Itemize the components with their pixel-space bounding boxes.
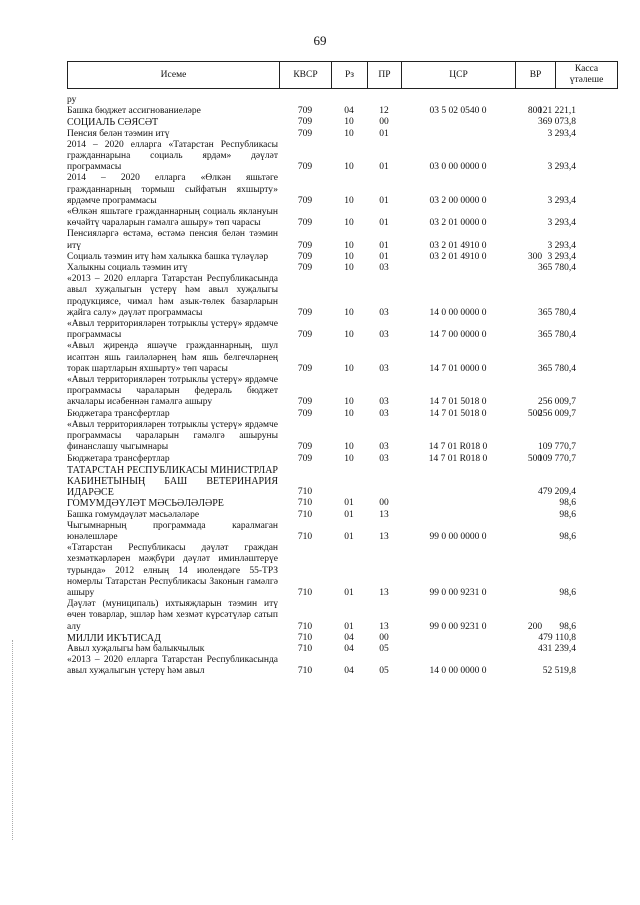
row-vr: 500 xyxy=(527,408,543,419)
row-rz: 10 xyxy=(344,363,354,374)
row-pr: 01 xyxy=(379,128,389,139)
column-header-vr: ВР xyxy=(516,62,556,89)
table-row xyxy=(67,117,576,129)
page-number: 69 xyxy=(313,33,327,48)
row-pr: 03 xyxy=(379,330,389,341)
table-row xyxy=(67,263,576,274)
row-name: Бюджетара трансфертлар xyxy=(67,453,170,464)
table-row xyxy=(67,128,576,140)
row-pr: 13 xyxy=(379,509,389,520)
row-rz: 10 xyxy=(344,307,354,318)
row-kvsr: 709 xyxy=(297,307,313,318)
column-header-kassa xyxy=(556,62,618,89)
row-pr: 01 xyxy=(379,195,389,206)
row-kassa: 98,6 xyxy=(559,587,576,598)
row-pr: 03 xyxy=(379,397,389,408)
row-kvsr: 710 xyxy=(297,498,313,509)
row-kassa: 3 293,4 xyxy=(547,162,576,173)
row-kvsr: 709 xyxy=(297,442,313,453)
row-pr: 13 xyxy=(379,531,389,542)
row-name: Пенсия белән тәэмин итү xyxy=(67,128,170,139)
row-pr: 01 xyxy=(379,240,389,251)
row-csr: 14 0 00 0000 0 xyxy=(429,307,487,318)
table-row xyxy=(67,464,576,499)
row-kassa: 3 293,4 xyxy=(547,128,576,139)
table-header xyxy=(67,61,618,89)
row-pr: 03 xyxy=(379,363,389,374)
row-name: Башка бюджет ассигнованиеләре xyxy=(67,106,201,117)
row-pr: 12 xyxy=(379,106,389,117)
row-pr: 01 xyxy=(379,162,389,173)
row-rz: 01 xyxy=(344,498,354,509)
table-row xyxy=(67,453,576,465)
row-kvsr: 710 xyxy=(297,509,313,520)
row-kvsr: 709 xyxy=(297,251,313,262)
row-kassa: 3 293,4 xyxy=(547,240,576,251)
table-row xyxy=(67,419,576,454)
row-csr: 03 2 00 0000 0 xyxy=(429,195,487,206)
row-pr: 05 xyxy=(379,666,389,677)
row-csr: 99 0 00 9231 0 xyxy=(429,621,487,632)
row-name: Авыл хуҗалыгы һәм балыкчылык xyxy=(67,643,205,654)
table-row xyxy=(67,520,576,543)
row-vr: 500 xyxy=(527,453,543,464)
row-csr: 14 7 01 5018 0 xyxy=(429,397,487,408)
column-header-kassa-line2: үтәлеше xyxy=(569,75,604,85)
row-kvsr: 709 xyxy=(297,195,313,206)
row-name: Бюджетара трансфертлар xyxy=(67,408,170,419)
row-kvsr: 709 xyxy=(297,117,313,128)
row-rz: 10 xyxy=(344,162,354,173)
table-body xyxy=(67,95,576,678)
row-name: 2014 – 2020 елларга «Өлкән яшьтәге гражданнарның тормыш сыйфатын яхшырту» ярдәмче программасы xyxy=(67,173,278,206)
table-row xyxy=(67,498,576,510)
row-name: Башка гомумдәүләт мәсьәләләре xyxy=(67,509,200,520)
row-kassa: 98,6 xyxy=(559,509,576,520)
row-kvsr: 709 xyxy=(297,397,313,408)
row-kassa: 3 293,4 xyxy=(547,195,576,206)
row-name: Социаль тәэмин итү һәм халыкка башка түләүләр xyxy=(67,251,269,262)
row-kvsr: 710 xyxy=(297,531,313,542)
table-row xyxy=(67,251,576,263)
row-kassa: 109 770,7 xyxy=(538,453,576,464)
row-csr: 03 5 02 0540 0 xyxy=(429,106,487,117)
row-csr: 14 0 00 0000 0 xyxy=(429,666,487,677)
row-csr: 14 7 00 0000 0 xyxy=(429,330,487,341)
row-pr: 00 xyxy=(379,117,389,128)
row-name: «Татарстан Республикасы дәүләт граждан хезмәткәрләрен мәҗбүри дәүләт иминләштерүе турында» 2012 елның 14 июлендәге 55-ТРЗ номерлы Татарстан Республикасы Законын гамәлгә ашыру xyxy=(67,543,278,598)
table-row xyxy=(67,173,576,207)
row-name: 2014 – 2020 елларга «Татарстан Республикасы гражданнарына социаль ярдәм» дәүләт программасы xyxy=(67,139,278,173)
row-name: ТАТАРСТАН РЕСПУБЛИКАСЫ МИНИСТРЛАР КАБИНЕТЫНЫҢ БАШ ВЕТЕРИНАРИЯ ИДАРӘСЕ xyxy=(67,464,278,499)
row-kassa: 479 209,4 xyxy=(538,487,576,498)
row-rz: 04 xyxy=(344,106,354,117)
row-name: СОЦИАЛЬ СӘЯСӘТ xyxy=(67,117,159,129)
row-pr: 13 xyxy=(379,587,389,598)
row-kassa: 52 519,8 xyxy=(542,666,576,677)
row-name: «Авыл территорияләрен тотрыклы үстерү» ярдәмче программасы xyxy=(67,319,278,341)
table-row xyxy=(67,655,576,677)
column-header-pr: ПР xyxy=(368,62,402,89)
row-kassa: 369 073,8 xyxy=(538,117,576,128)
row-kvsr: 709 xyxy=(297,240,313,251)
row-kassa: 365 780,4 xyxy=(538,263,576,274)
row-rz: 10 xyxy=(344,128,354,139)
column-header-rz: Рз xyxy=(332,62,368,89)
row-kvsr: 709 xyxy=(297,330,313,341)
row-kvsr: 710 xyxy=(297,666,313,677)
table-row xyxy=(67,543,576,599)
table-row xyxy=(67,341,576,375)
row-kvsr: 709 xyxy=(297,218,313,229)
row-csr: 03 0 00 0000 0 xyxy=(429,162,487,173)
row-csr: 14 7 01 R018 0 xyxy=(428,453,488,464)
row-kassa: 121 221,1 xyxy=(538,106,576,117)
table-row xyxy=(67,632,576,644)
row-kassa: 479 110,8 xyxy=(538,632,576,643)
row-kassa: 98,6 xyxy=(559,498,576,509)
row-pr: 13 xyxy=(379,621,389,632)
row-kassa: 365 780,4 xyxy=(538,307,576,318)
table-row xyxy=(67,207,576,229)
row-pr: 03 xyxy=(379,307,389,318)
row-name: «Авыл территорияләрен тотрыклы үстерү» ярдәмче программасы чараларын гамәлгә ашыруны финанслашу чыгымнары xyxy=(67,419,278,453)
row-kassa: 256 009,7 xyxy=(538,408,576,419)
row-rz: 10 xyxy=(344,453,354,464)
row-kassa: 109 770,7 xyxy=(538,442,576,453)
row-rz: 10 xyxy=(344,240,354,251)
table-row xyxy=(67,139,576,174)
row-csr: 14 7 01 R018 0 xyxy=(428,442,488,453)
binding-margin-mark xyxy=(12,640,14,840)
row-rz: 04 xyxy=(344,632,354,643)
row-name: «Өлкән яшьтәге гражданнарның социаль яклануын көчәйтү чараларын гамәлгә ашыру» төп чарасы xyxy=(67,207,278,229)
row-kassa: 98,6 xyxy=(559,531,576,542)
table-row xyxy=(67,319,576,341)
row-pr: 03 xyxy=(379,442,389,453)
row-kassa: 3 293,4 xyxy=(547,218,576,229)
row-rz: 01 xyxy=(344,587,354,598)
table-row xyxy=(67,274,576,319)
row-pr: 05 xyxy=(379,643,389,654)
table-row xyxy=(67,599,576,633)
table-row xyxy=(67,375,576,409)
row-kvsr: 709 xyxy=(297,162,313,173)
row-kvsr: 710 xyxy=(297,643,313,654)
column-header-kassa-line1: Касса xyxy=(574,64,599,74)
row-name: ру xyxy=(67,95,77,105)
row-rz: 10 xyxy=(344,218,354,229)
row-rz: 01 xyxy=(344,509,354,520)
table-row xyxy=(67,95,567,106)
row-rz: 01 xyxy=(344,531,354,542)
row-rz: 04 xyxy=(344,643,354,654)
row-csr: 03 2 01 4910 0 xyxy=(429,240,487,251)
row-rz: 04 xyxy=(344,666,354,677)
row-kassa: 431 239,4 xyxy=(538,643,576,654)
row-kvsr: 710 xyxy=(297,632,313,643)
row-name: Пенсияләргә өстәмә, өстәмә пенсия белән тәэмин итү xyxy=(67,229,278,251)
column-header-name: Исеме xyxy=(68,62,280,89)
row-kassa: 98,6 xyxy=(559,621,576,632)
row-name: «Авыл җирендә яшәүче гражданнарның, шул исәптән яшь гаиләләрнең һәм яшь белгечләрнең торак шартларын яхшырту» төп чарасы xyxy=(67,341,278,374)
row-csr: 99 0 00 0000 0 xyxy=(429,531,487,542)
column-header-kvsr: КВСР xyxy=(280,62,332,89)
row-name: Дәүләт (муниципаль) ихтыяҗларын тәэмин итү өчен товарлар, эшләр һәм хезмәт күрсәтүләр сатып алу xyxy=(67,599,278,632)
row-pr: 00 xyxy=(379,632,389,643)
table-row xyxy=(67,643,576,655)
row-rz: 10 xyxy=(344,117,354,128)
row-name: «2013 – 2020 елларга Татарстан Республикасында авыл хуҗалыгын үстерү һәм авыл xyxy=(67,655,278,677)
row-pr: 01 xyxy=(379,218,389,229)
row-kassa: 3 293,4 xyxy=(547,251,576,262)
row-kvsr: 709 xyxy=(297,408,313,419)
row-kvsr: 710 xyxy=(297,621,313,632)
row-kvsr: 710 xyxy=(297,587,313,598)
row-kvsr: 709 xyxy=(297,106,313,117)
row-pr: 03 xyxy=(379,263,389,274)
table-row xyxy=(67,408,576,420)
row-name: ГОМУМДӘҮЛӘТ МӘСЬӘЛӘЛӘРЕ xyxy=(67,498,224,510)
row-pr: 03 xyxy=(379,408,389,419)
row-rz: 10 xyxy=(344,408,354,419)
row-rz: 10 xyxy=(344,330,354,341)
column-header-csr: ЦСР xyxy=(402,62,516,89)
row-pr: 03 xyxy=(379,453,389,464)
row-name: Чыгымнарның программада каралмаган юнәлешләре xyxy=(67,520,278,542)
row-rz: 10 xyxy=(344,251,354,262)
row-kassa: 365 780,4 xyxy=(538,330,576,341)
row-csr: 14 7 01 5018 0 xyxy=(429,408,487,419)
row-csr: 14 7 01 0000 0 xyxy=(429,363,487,374)
row-kvsr: 709 xyxy=(297,453,313,464)
row-vr: 800 xyxy=(527,106,543,117)
row-csr: 99 0 00 9231 0 xyxy=(429,587,487,598)
row-vr: 300 xyxy=(527,251,543,262)
row-pr: 00 xyxy=(379,498,389,509)
row-kvsr: 709 xyxy=(297,128,313,139)
row-name: МИЛЛИ ИКЪТИСАД xyxy=(67,632,161,644)
row-kassa: 365 780,4 xyxy=(538,363,576,374)
row-rz: 10 xyxy=(344,263,354,274)
table-row xyxy=(67,509,576,521)
row-kassa: 256 009,7 xyxy=(538,397,576,408)
row-name: «Авыл территорияләрен тотрыклы үстерү» ярдәмче программасы чараларын федераль бюджет акчалары исәбеннән гамәлгә ашыру xyxy=(67,375,278,408)
row-rz: 10 xyxy=(344,442,354,453)
row-name: Халыкны социаль тәэмин итү xyxy=(67,263,188,274)
row-pr: 01 xyxy=(379,251,389,262)
row-rz: 01 xyxy=(344,621,354,632)
row-csr: 03 2 01 4910 0 xyxy=(429,251,487,262)
row-csr: 03 2 01 0000 0 xyxy=(429,218,487,229)
row-rz: 10 xyxy=(344,397,354,408)
table-row xyxy=(67,106,576,117)
row-name: «2013 – 2020 елларга Татарстан Республикасында авыл хуҗалыгын үстерү һәм авыл хуҗалыгы продукциясе, чимал һәм азык-төлек базарларын җайга салу» дәүләт программасы xyxy=(67,274,278,318)
row-rz: 10 xyxy=(344,195,354,206)
row-vr: 200 xyxy=(527,621,543,632)
row-kvsr: 709 xyxy=(297,363,313,374)
table-row xyxy=(67,229,576,251)
row-kvsr: 709 xyxy=(297,263,313,274)
row-kvsr: 710 xyxy=(297,487,313,498)
